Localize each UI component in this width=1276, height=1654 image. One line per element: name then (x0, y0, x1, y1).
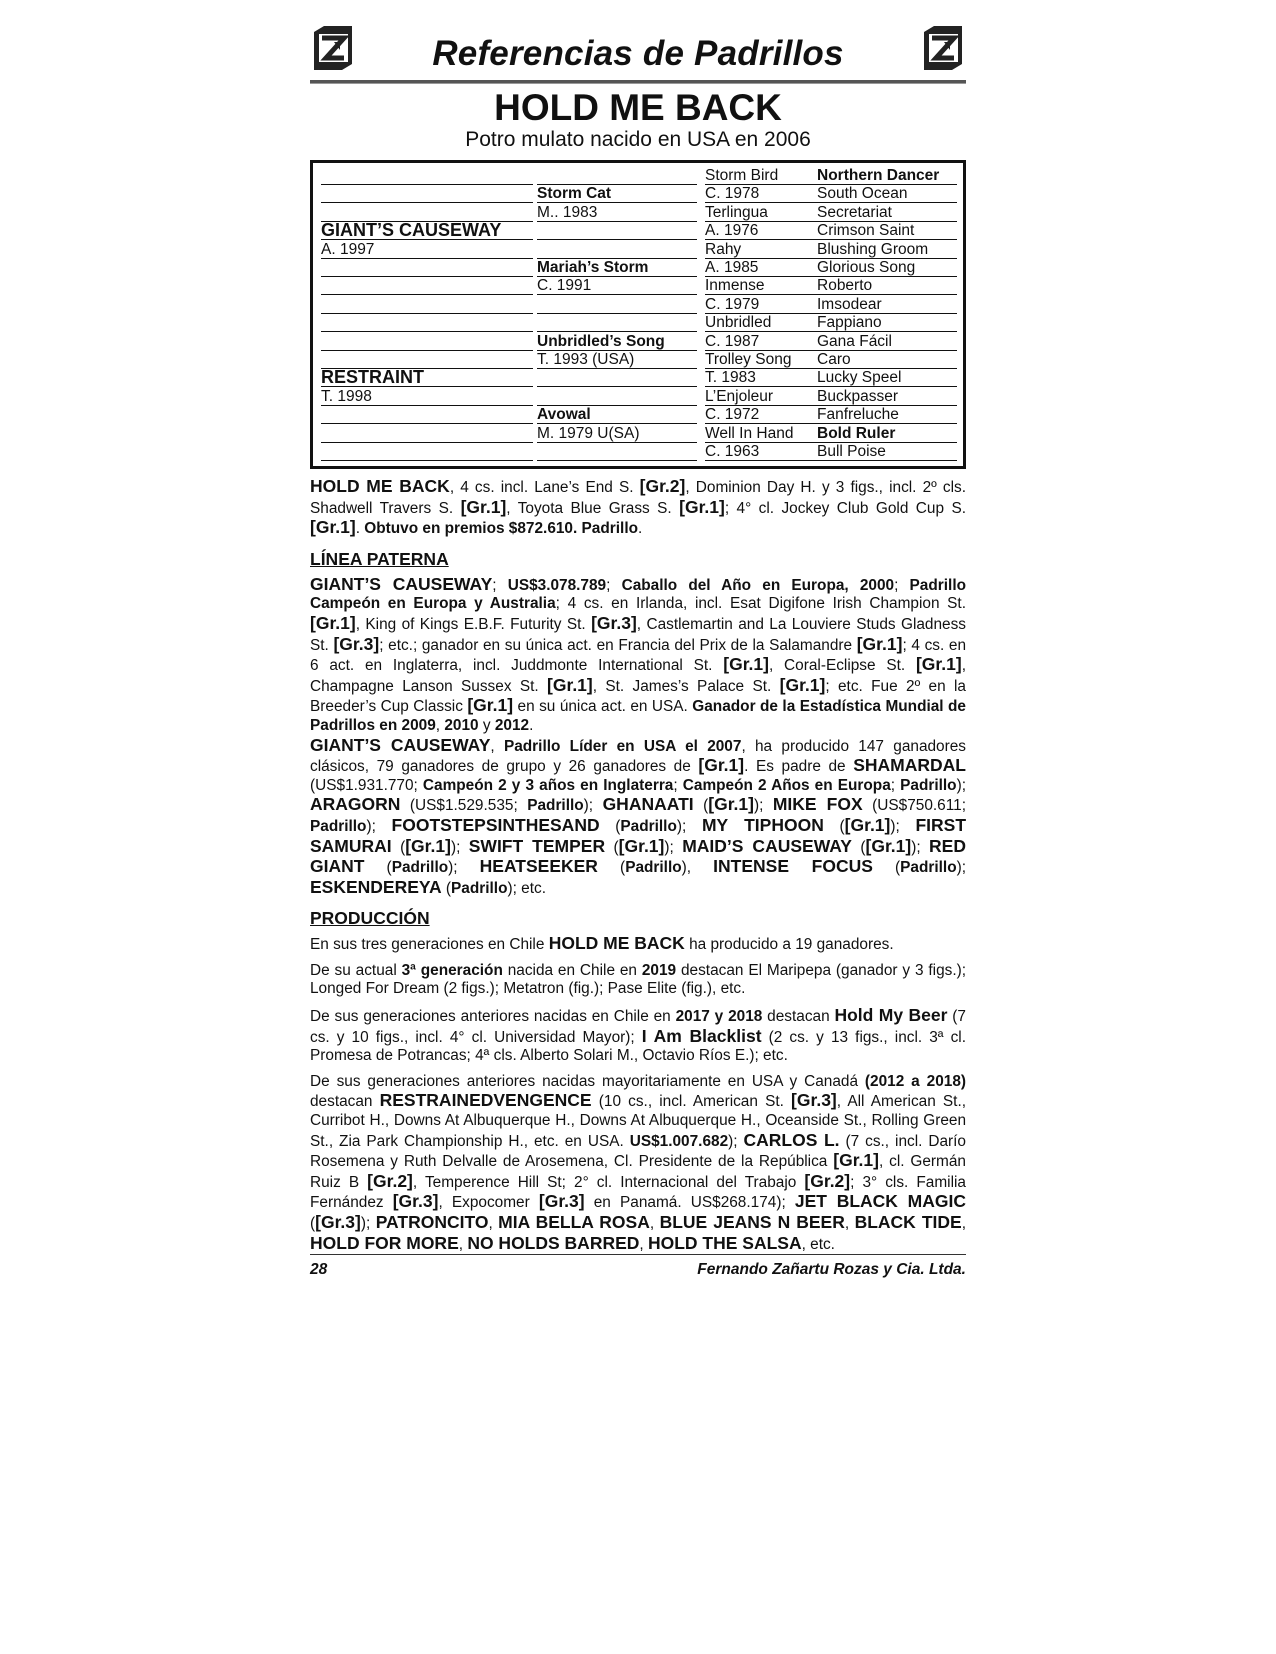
pedigree-cell (321, 333, 533, 351)
pedigree-cell: M. 1979 U(SA) (537, 425, 697, 443)
pedigree-cell (537, 296, 697, 314)
pedigree-row (321, 443, 955, 461)
pedigree-row (321, 333, 955, 351)
pedigree-cell: C. 1987 (705, 333, 817, 351)
pedigree-cell: Caro (817, 351, 957, 369)
pedigree-cell: Buckpasser (817, 388, 957, 406)
header-title: Referencias de Padrillos (432, 34, 844, 73)
pedigree-cell: C. 1991 (537, 277, 697, 295)
pedigree-row (321, 425, 955, 443)
pedigree-cell: Mariah’s Storm (537, 259, 697, 277)
pedigree-cell: T. 1998 (321, 388, 533, 406)
pedigree-cell (537, 222, 697, 240)
pedigree-cell: Rahy (705, 241, 817, 259)
produccion-generation-3: De su actual 3ª generación nacida en Chile en 2019 destacan El Maripepa (ganador y 3 figs.); Longed For Dream (2 figs.); Metatron (fig.); Pase Elite (fig.), etc. (310, 961, 966, 998)
pedigree-cell (321, 296, 533, 314)
pedigree-row (321, 222, 955, 240)
pedigree-cell: Fappiano (817, 314, 957, 332)
paterna-paragraph: GIANT’S CAUSEWAY; US$3.078.789; Caballo del Año en Europa, 2000; Padrillo Campeón en Europa y Australia; 4 cs. en Irlanda, incl. Esat Digifone Irish Champion St. [Gr.1], King of Kings E.B.F. Futurity St. [Gr.3], Castlemartin and La Louviere Studs Gladness St. [Gr.3]; etc.; ganador en su única act. en Francia del Prix de la Salamandre [Gr.1]; 4 cs. en 6 act. en Inglaterra, incl. Juddmonte International St. [Gr.1], Coral-Eclipse St. [Gr.1], Champagne Lanson Sussex St. [Gr.1], St. James’s Palace St. [Gr.1]; etc. Fue 2º en la Breeder’s Cup Classic [Gr.1] en su única act. en USA. Ganador de la Estadística Mundial de Padrillos en 2009, 2010 y 2012. (310, 573, 967, 734)
pedigree-row (321, 204, 955, 222)
pedigree-cell: GIANT’S CAUSEWAY (321, 222, 533, 240)
pedigree-cell (321, 406, 533, 424)
horse-name: HOLD ME BACK (494, 87, 782, 128)
section-linea-paterna: LÍNEA PATERNA (310, 548, 449, 569)
pedigree-cell: Storm Cat (537, 185, 697, 203)
pedigree-cell (321, 351, 533, 369)
pedigree-cell: Inmense (705, 277, 817, 295)
pedigree-cell (321, 167, 533, 185)
pedigree-cell: Well In Hand (705, 425, 817, 443)
pedigree-cell: Roberto (817, 277, 957, 295)
pedigree-cell: C. 1978 (705, 185, 817, 203)
pedigree-cell (537, 388, 697, 406)
pedigree-row (321, 314, 955, 332)
pedigree-cell: Bull Poise (817, 443, 957, 461)
pedigree-row (321, 241, 955, 259)
pedigree-table (310, 160, 966, 469)
page-header (310, 20, 966, 78)
pedigree-cell: Secretariat (817, 204, 957, 222)
pedigree-cell: Gana Fácil (817, 333, 957, 351)
pedigree-cell: Northern Dancer (817, 167, 957, 185)
pedigree-cell: Terlingua (705, 204, 817, 222)
pedigree-row (321, 277, 955, 295)
company-name: Fernando Zañartu Rozas y Cia. Ltda. (697, 1261, 966, 1278)
pedigree-row (321, 259, 955, 277)
pedigree-cell (321, 204, 533, 222)
pedigree-cell: T. 1993 (USA) (537, 351, 697, 369)
pedigree-cell: C. 1963 (705, 443, 817, 461)
pedigree-cell: A. 1985 (705, 259, 817, 277)
produccion-generation-chile: De sus generaciones anteriores nacidas en Chile en 2017 y 2018 destacan Hold My Beer (7 cs. y 10 figs., incl. 4° cl. Universidad Mayor); I Am Blacklist (2 cs. y 13 figs., incl. 3ª cl. Promesa de Potrancas; 4ª cls. Alberto Solari M., Octavio Ríos E.); etc. (310, 1005, 966, 1065)
pedigree-cell: Fanfreluche (817, 406, 957, 424)
pedigree-cell: Avowal (537, 406, 697, 424)
pedigree-row (321, 167, 955, 185)
pedigree-cell: Blushing Groom (817, 241, 957, 259)
pedigree-cell: T. 1983 (705, 369, 817, 387)
pedigree-cell (321, 185, 533, 203)
pedigree-cell: Bold Ruler (817, 425, 957, 443)
produccion-generation-usa: De sus generaciones anteriores nacidas mayoritariamente en USA y Canadá (2012 a 2018) destacan RESTRAINEDVENGENCE (10 cs., incl. American St. [Gr.3], All American St., Curribot H., Downs At Albuquerque H., Downs At Albuquerque H., Oceanside St., Rolling Green St., Zia Park Championship H., etc. en USA. US$1.007.682); CARLOS L. (7 cs., incl. Darío Rosemena y Ruth Delvalle de Arosemena, Cl. Presidente de la República [Gr.1], cl. Germán Ruiz B [Gr.2], Temperence Hill St; 2° cl. Internacional del Trabajo [Gr.2]; 3° cls. Familia Fernández [Gr.3], Expocomer [Gr.3] en Panamá. US$268.174); JET BLACK MAGIC ([Gr.3]); PATRONCITO, MIA BELLA ROSA, BLUE JEANS N BEER, BLACK TIDE, HOLD FOR MORE, NO HOLDS BARRED, HOLD THE SALSA, etc. (310, 1072, 967, 1253)
produccion-summary: En sus tres generaciones en Chile HOLD ME BACK ha producido a 19 ganadores. (310, 933, 894, 954)
pedigree-cell (537, 443, 697, 461)
page (310, 20, 966, 1254)
section-produccion: PRODUCCIÓN (310, 908, 430, 929)
horse-subtitle: Potro mulato nacido en USA en 2006 (465, 128, 811, 151)
pedigree-cell (321, 314, 533, 332)
pedigree-cell: M.. 1983 (537, 204, 697, 222)
pedigree-cell (537, 314, 697, 332)
pedigree-cell: Storm Bird (705, 167, 817, 185)
pedigree-cell: Imsodear (817, 296, 957, 314)
pedigree-cell: Unbridled (705, 314, 817, 332)
pedigree-row (321, 388, 955, 406)
pedigree-cell (537, 241, 697, 259)
pedigree-cell: L’Enjoleur (705, 388, 817, 406)
hz-horse-logo-icon (920, 24, 966, 72)
pedigree-cell: Trolley Song (705, 351, 817, 369)
pedigree-cell: Glorious Song (817, 259, 957, 277)
pedigree-row (321, 296, 955, 314)
pedigree-cell: Lucky Speel (817, 369, 957, 387)
page-number: 28 (310, 1261, 328, 1278)
pedigree-row (321, 351, 955, 369)
pedigree-cell (321, 425, 533, 443)
pedigree-cell: C. 1972 (705, 406, 817, 424)
paterna-offspring-paragraph: GIANT’S CAUSEWAY, Padrillo Líder en USA el 2007, ha producido 147 ganadores clásicos, 79 ganadores de grupo y 26 ganadores de [Gr.1]. Es padre de SHAMARDAL (US$1.931.770; Campeón 2 y 3 años en Inglaterra; Campeón 2 Años en Europa; Padrillo); ARAGORN (US$1.529.535; Padrillo); GHANAATI ([Gr.1]); MIKE FOX (US$750.611; Padrillo); FOOTSTEPSINTHESAND (Padrillo); MY TIPHOON ([Gr.1]); FIRST SAMURAI ([Gr.1]); SWIFT TEMPER ([Gr.1]); MAID’S CAUSEWAY ([Gr.1]); RED GIANT (Padrillo); HEATSEEKER (Padrillo), INTENSE FOCUS (Padrillo); ESKENDEREYA (Padrillo); etc. (310, 734, 967, 897)
intro-paragraph: HOLD ME BACK, 4 cs. incl. Lane’s End S. [Gr.2], Dominion Day H. y 3 figs., incl. 2º cls. Shadwell Travers S. [Gr.1], Toyota Blue Grass S. [Gr.1]; 4° cl. Jockey Club Gold Cup S. [Gr.1]. Obtuvo en premios $872.610. Padrillo. (310, 476, 966, 538)
page-footer (310, 1254, 966, 1279)
pedigree-cell: A. 1997 (321, 241, 533, 259)
pedigree-cell: Crimson Saint (817, 222, 957, 240)
pedigree-cell (537, 167, 697, 185)
pedigree-cell: Unbridled’s Song (537, 333, 697, 351)
pedigree-row (321, 406, 955, 424)
pedigree-cell: RESTRAINT (321, 369, 533, 387)
pedigree-cell (321, 277, 533, 295)
pedigree-cell: C. 1979 (705, 296, 817, 314)
pedigree-cell: A. 1976 (705, 222, 817, 240)
pedigree-row (321, 185, 955, 203)
pedigree-cell (537, 369, 697, 387)
pedigree-row (321, 369, 955, 387)
pedigree-cell: South Ocean (817, 185, 957, 203)
pedigree-cell (321, 259, 533, 277)
pedigree-cell (321, 443, 533, 461)
header-rule (310, 80, 966, 84)
